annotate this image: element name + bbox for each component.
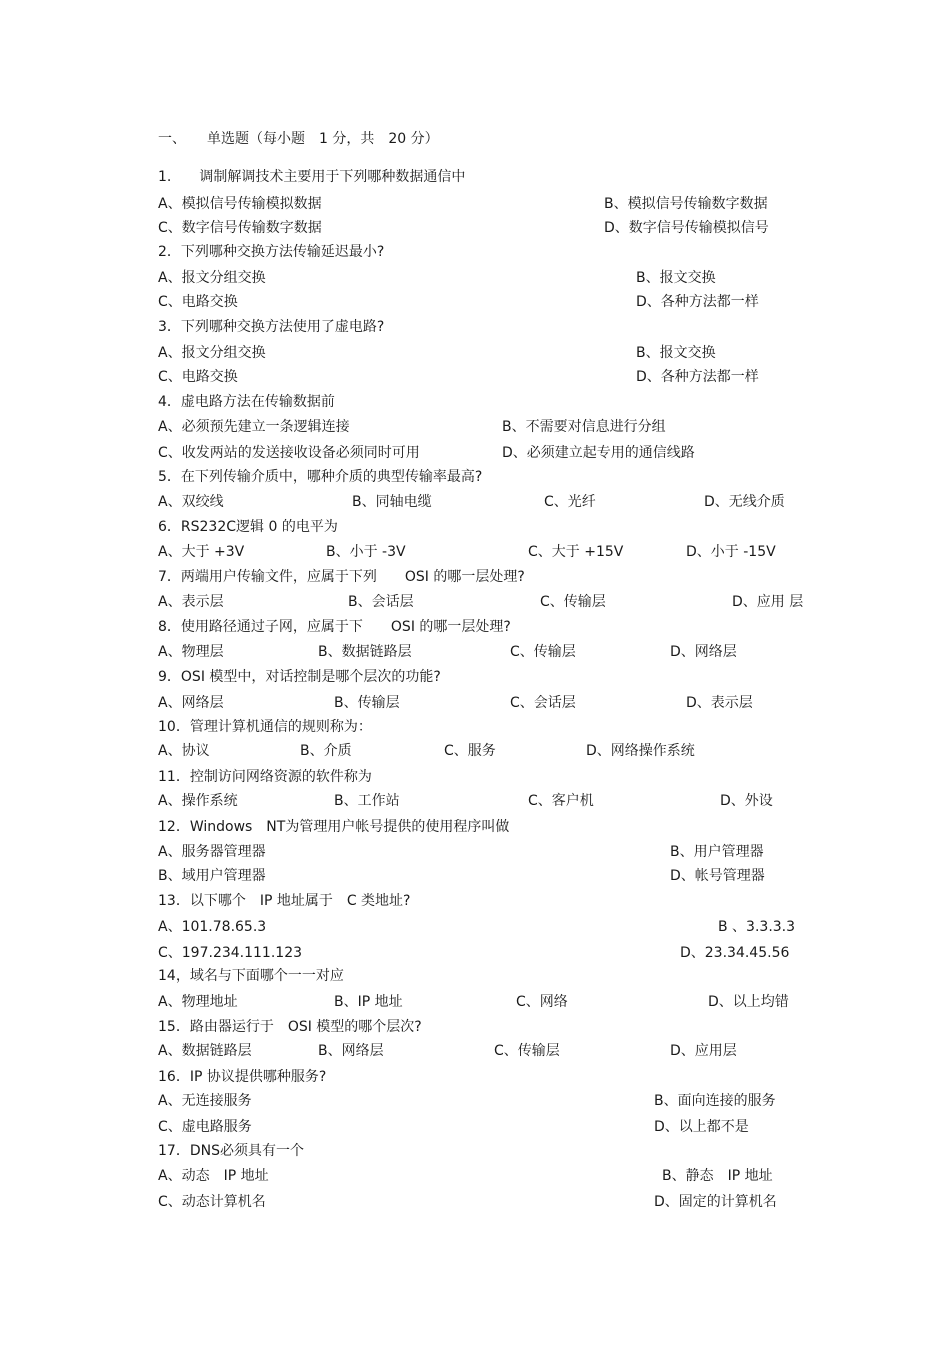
answer-option: B 、3.3.3.3	[718, 919, 796, 935]
question-text: 6．RS232C逻辑 0 的电平为	[158, 519, 338, 535]
answer-option: C、虚电路服务	[158, 1119, 252, 1135]
answer-option: C、数字信号传输数字数据	[158, 220, 322, 236]
answer-option: D、网络操作系统	[586, 743, 695, 759]
answer-option: B、介质	[300, 743, 352, 759]
answer-option: A、数据链路层	[158, 1043, 252, 1059]
answer-option: A、模拟信号传输模拟数据	[158, 196, 322, 212]
answer-option: C、197.234.111.123	[158, 945, 303, 961]
answer-option: A、物理层	[158, 644, 224, 660]
answer-option: D、必须建立起专用的通信线路	[502, 445, 695, 461]
answer-option: B、IP 地址	[334, 994, 403, 1010]
question-text: 13．以下哪个 IP 地址属于 C 类地址?	[158, 893, 411, 909]
question-text: 7．两端用户传输文件，应属于下列 OSI 的哪一层处理?	[158, 569, 525, 585]
question-text: 2．下列哪种交换方法传输延迟最小?	[158, 244, 385, 260]
answer-option: A、大于 +3V	[158, 544, 245, 560]
answer-option: A、协议	[158, 743, 210, 759]
answer-option: D、数字信号传输模拟信号	[604, 220, 769, 236]
question-text: 16．IP 协议提供哪种服务?	[158, 1069, 327, 1085]
answer-option: B、网络层	[318, 1043, 384, 1059]
answer-option: B、模拟信号传输数字数据	[604, 196, 768, 212]
answer-option: C、传输层	[540, 594, 606, 610]
answer-option: C、会话层	[510, 695, 576, 711]
answer-option: C、客户机	[528, 793, 594, 809]
answer-option: A、表示层	[158, 594, 224, 610]
answer-option: B、不需要对信息进行分组	[502, 419, 666, 435]
answer-option: B、报文交换	[636, 270, 716, 286]
answer-option: A、101.78.65.3	[158, 919, 267, 935]
question-text: 11．控制访问网络资源的软件称为	[158, 769, 372, 785]
answer-option: C、收发两站的发送接收设备必须同时可用	[158, 445, 420, 461]
question-text: 12．Windows NT为管理用户帐号提供的使用程序叫做	[158, 819, 510, 835]
answer-option: B、报文交换	[636, 345, 716, 361]
answer-option: A、物理地址	[158, 994, 238, 1010]
answer-option: C、网络	[516, 994, 568, 1010]
answer-option: C、电路交换	[158, 294, 238, 310]
answer-option: B、同轴电缆	[352, 494, 432, 510]
answer-option: D、以上均错	[708, 994, 789, 1010]
answer-option: A、双绞线	[158, 494, 224, 510]
answer-option: B、工作站	[334, 793, 400, 809]
answer-option: A、服务器管理器	[158, 844, 266, 860]
answer-option: C、动态计算机名	[158, 1194, 266, 1210]
question-text: 5．在下列传输介质中，哪种介质的典型传输率最高?	[158, 469, 483, 485]
answer-option: D、固定的计算机名	[654, 1194, 777, 1210]
answer-option: B、数据链路层	[318, 644, 412, 660]
answer-option: D、无线介质	[704, 494, 785, 510]
answer-option: B、静态 IP 地址	[662, 1168, 773, 1184]
answer-option: D、以上都不是	[654, 1119, 749, 1135]
answer-option: D、网络层	[670, 644, 737, 660]
answer-option: B、小于 -3V	[326, 544, 406, 560]
answer-option: A、无连接服务	[158, 1093, 252, 1109]
answer-option: D、各种方法都一样	[636, 294, 759, 310]
question-text: 1. 调制解调技术主要用于下列哪种数据通信中	[158, 169, 466, 185]
answer-option: D、表示层	[686, 695, 753, 711]
answer-option: D、各种方法都一样	[636, 369, 759, 385]
answer-option: C、光纤	[544, 494, 596, 510]
answer-option: C、传输层	[494, 1043, 560, 1059]
answer-option: D、23.34.45.56	[680, 945, 790, 961]
answer-option: A、报文分组交换	[158, 345, 266, 361]
answer-option: B、会话层	[348, 594, 414, 610]
answer-option: D、帐号管理器	[670, 868, 765, 884]
answer-option: B、传输层	[334, 695, 400, 711]
question-text: 3．下列哪种交换方法使用了虚电路?	[158, 319, 385, 335]
question-text: 15．路由器运行于 OSI 模型的哪个层次?	[158, 1019, 422, 1035]
answer-option: B、面向连接的服务	[654, 1093, 776, 1109]
question-text: 17．DNS必须具有一个	[158, 1143, 304, 1159]
answer-option: D、应用 层	[732, 594, 804, 610]
question-text: 10．管理计算机通信的规则称为：	[158, 719, 372, 735]
answer-option: D、应用层	[670, 1043, 737, 1059]
answer-option: C、电路交换	[158, 369, 238, 385]
answer-option: C、传输层	[510, 644, 576, 660]
answer-option: D、外设	[720, 793, 773, 809]
answer-option: A、报文分组交换	[158, 270, 266, 286]
answer-option: A、网络层	[158, 695, 224, 711]
answer-option: B、用户管理器	[670, 844, 764, 860]
question-text: 14，域名与下面哪个一一对应	[158, 968, 344, 984]
question-text: 4．虚电路方法在传输数据前	[158, 394, 335, 410]
answer-option: A、动态 IP 地址	[158, 1168, 269, 1184]
question-text: 9．OSI 模型中，对话控制是哪个层次的功能?	[158, 669, 441, 685]
answer-option: C、大于 +15V	[528, 544, 624, 560]
answer-option: D、小于 -15V	[686, 544, 776, 560]
answer-option: A、操作系统	[158, 793, 238, 809]
answer-option: C、服务	[444, 743, 496, 759]
section-title: 一、 单选题（每小题 1 分，共 20 分）	[158, 131, 439, 147]
answer-option: A、必须预先建立一条逻辑连接	[158, 419, 350, 435]
question-text: 8．使用路径通过子网，应属于下 OSI 的哪一层处理?	[158, 619, 511, 635]
answer-option: B、域用户管理器	[158, 868, 266, 884]
